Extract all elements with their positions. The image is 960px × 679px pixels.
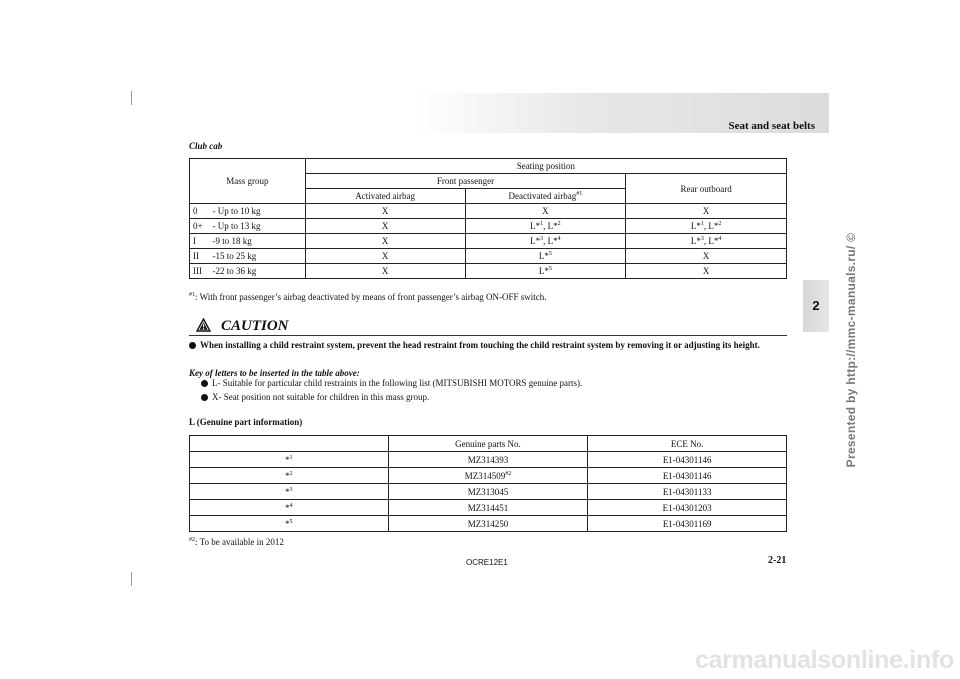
rear-cell [626,249,787,264]
deact-text: L* [530,236,541,246]
parts-table [189,435,787,532]
mass-cell: -9 to 18 kg [209,234,305,249]
group-cell: III [190,264,210,279]
table-row [190,484,787,500]
deactivated-cell [465,219,626,234]
mass-cell: -22 to 36 kg [209,264,305,279]
part-text: MZ314451 [467,502,509,513]
rear-sup: 4 [718,236,722,242]
key-heading: Key of letters to be inserted in the table above: [189,368,360,378]
section-title: Seat and seat belts [728,120,815,132]
header-blank [190,436,389,452]
rear-sup: 1 [700,221,704,227]
deact-sup: 5 [548,266,552,272]
mark-cell [190,500,389,516]
part-text: MZ314509 [464,470,506,481]
side-watermark: Presented by http://mmc-manuals.ru/ © [844,232,858,468]
table-row [190,516,787,532]
mark-cell [190,452,389,468]
mass-cell: - Up to 13 kg [209,219,305,234]
deact-text: L* [530,221,541,231]
chapter-tab [803,280,829,332]
header-rear-outboard: Rear outboard [626,174,787,204]
group-cell: 0 [190,204,210,219]
key-line-x [201,392,429,402]
activated-cell: X [305,234,465,249]
rear-text: L* [690,221,701,231]
group-cell: 0+ [190,219,210,234]
rear-cell [626,234,787,249]
mark-sup: 5 [289,518,293,525]
group-cell: II [190,249,210,264]
mark-cell [190,484,389,500]
header-activated: Activated airbag [305,189,465,204]
bottom-watermark: carmanualsonline.info [694,646,954,674]
header-mass-group: Mass group [190,159,306,204]
header-parts: Genuine parts No. [388,436,588,452]
deact-sup: 3 [540,236,544,242]
deact-sup: 4 [557,236,561,242]
part-cell [388,484,588,500]
rear-sup: 2 [718,221,722,227]
deactivated-cell [465,204,626,219]
deactivated-cell [465,234,626,249]
part-cell [388,516,588,532]
manual-code: OCRE12E1 [466,558,508,567]
mark-cell [190,516,389,532]
table-row [190,234,787,249]
l-heading: L (Genuine part information) [189,417,303,427]
mark-text: * [285,502,290,513]
ece-cell: E1-04301169 [588,516,787,532]
table-row [190,219,787,234]
footnote-mark: #1 [189,292,195,298]
table-row [190,264,787,279]
deact-text: , L* [543,236,558,246]
ece-cell: E1-04301146 [588,468,787,484]
warning-triangle-icon [196,318,211,332]
chapter-number: 2 [812,298,820,313]
rear-text: X [702,266,710,276]
table-row [190,204,787,219]
activated-cell: X [305,204,465,219]
deact-sup: 5 [548,251,552,257]
header-deactivated-text: Deactivated airbag [508,191,577,201]
group-cell: I [190,234,210,249]
deact-text: L* [538,266,549,276]
part-cell [388,500,588,516]
caution-divider [189,335,787,336]
ece-cell: E1-04301133 [588,484,787,500]
caution-text-line [189,340,787,350]
activated-cell: X [305,264,465,279]
mass-cell: - Up to 10 kg [209,204,305,219]
bullet-icon [201,380,208,387]
footnote-1 [189,292,547,302]
table-row [190,468,787,484]
footnote-ref: #1 [576,191,583,197]
key-x-text: X- Seat position not suitable for children in this mass group. [212,392,430,402]
deact-sup: 2 [557,221,561,227]
mark-cell [190,468,389,484]
footnote-mark: #2 [189,537,195,543]
bullet-icon [201,394,208,401]
rear-text: L* [690,236,701,246]
table-row [190,452,787,468]
part-cell [388,468,588,484]
mark-sup: 4 [289,502,293,509]
activated-cell: X [305,219,465,234]
footnote-text: : With front passenger’s airbag deactivated by means of front passenger’s airbag ON-OFF switch. [195,292,547,302]
part-sup: #2 [505,470,512,477]
mark-text: * [285,470,290,481]
mark-text: * [285,454,290,465]
rear-text: X [702,206,710,216]
page-number: 2-21 [768,555,787,566]
mass-cell: -15 to 25 kg [209,249,305,264]
crop-mark [131,572,132,586]
ece-cell: E1-04301203 [588,500,787,516]
deact-text: , L* [543,221,558,231]
rear-cell [626,219,787,234]
table-row [190,249,787,264]
rear-sup: 3 [700,236,704,242]
mark-sup: 1 [289,454,293,461]
header-deactivated [465,189,626,204]
rear-text: X [702,251,710,261]
deactivated-cell [465,264,626,279]
ece-cell: E1-04301146 [588,452,787,468]
rear-cell [626,264,787,279]
caution-text: When installing a child restraint system, prevent the head restraint from touching the child restraint system by removing it or adjusting its height. [200,340,760,350]
subheading: Club cab [189,141,223,151]
crop-mark [131,91,132,105]
deactivated-cell [465,249,626,264]
mark-sup: 2 [289,470,293,477]
mark-text: * [285,518,290,529]
table-row [190,500,787,516]
mark-sup: 3 [289,486,293,493]
caution-title: CAUTION [221,318,289,334]
seating-table [189,158,787,279]
part-cell [388,452,588,468]
rear-text: , L* [703,221,719,231]
header-ece: ECE No. [588,436,787,452]
header-front-passenger: Front passenger [305,174,625,189]
rear-text: , L* [703,236,719,246]
mark-text: * [285,486,290,497]
rear-cell [626,204,787,219]
deact-sup: 1 [540,221,544,227]
key-l-text: L- Suitable for particular child restraints in the following list (MITSUBISHI MOTORS genuine parts). [212,378,583,388]
activated-cell: X [305,249,465,264]
deact-text: L* [538,251,549,261]
key-line-l [201,378,582,388]
bullet-icon [189,342,196,349]
header-seating-position: Seating position [305,159,786,174]
part-text: MZ314393 [467,454,509,465]
part-text: MZ313045 [467,486,509,497]
footnote-text: : To be available in 2012 [195,537,284,547]
deact-text: X [542,206,549,216]
part-text: MZ314250 [467,518,509,529]
footnote-2 [189,537,284,547]
